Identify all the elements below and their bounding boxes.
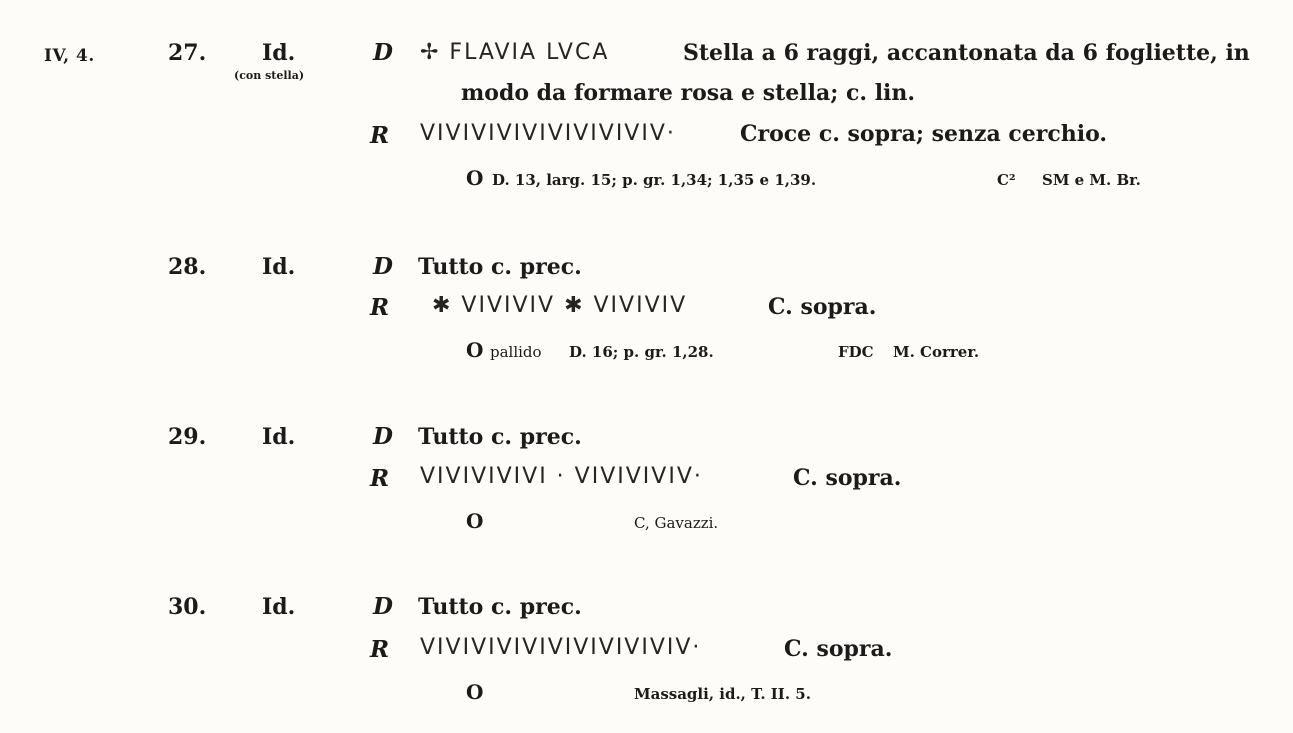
- obverse-description-continued: modo da formare rosa e stella; c. lin.: [461, 80, 916, 106]
- coin-details: D. 13, larg. 15; p. gr. 1,34; 1,35 e 1,39.: [492, 171, 817, 189]
- coin-details: D. 16; p. gr. 1,28.: [569, 343, 714, 361]
- obverse-symbol: D: [373, 593, 393, 620]
- entry-reference: Id.: [262, 424, 296, 450]
- rarity: FDC: [838, 343, 874, 361]
- entry-number: 27.: [168, 40, 207, 66]
- obverse-legend: ✢ FLAVIA LVCA: [420, 40, 610, 65]
- collections: M. Correr.: [893, 343, 980, 361]
- metal-mark: O: [466, 680, 484, 704]
- section-number: IV, 4.: [44, 46, 95, 66]
- entry-reference: Id.: [262, 254, 296, 280]
- metal-mark: O: [466, 338, 484, 362]
- reverse-symbol: R: [370, 636, 390, 663]
- entry-reference-note: (con stella): [234, 69, 305, 82]
- reverse-description: C. sopra.: [784, 636, 893, 662]
- reverse-symbol: R: [370, 294, 390, 321]
- reverse-description: C. sopra.: [768, 294, 877, 320]
- metal-mark: O: [466, 509, 484, 533]
- obverse-symbol: D: [373, 39, 393, 66]
- collections: SM e M. Br.: [1042, 171, 1141, 189]
- entry-number: 30.: [168, 594, 207, 620]
- reverse-description: Croce c. sopra; senza cerchio.: [740, 121, 1108, 147]
- obverse-description: Tutto c. prec.: [418, 594, 582, 620]
- reverse-legend: ✱ VIVIVIV ✱ VIVIVIV: [432, 293, 688, 318]
- reverse-symbol: R: [370, 465, 390, 492]
- reverse-symbol: R: [370, 122, 390, 149]
- collections: Massagli, id., T. II. 5.: [634, 685, 811, 703]
- rarity: C²: [997, 171, 1016, 189]
- reverse-legend: VIVIVIVIVI · VIVIVIVIV·: [420, 464, 703, 489]
- reverse-legend: VIVIVIVIVIVIVIVIVIVIV·: [420, 635, 702, 660]
- metal-mark: O: [466, 166, 484, 190]
- reverse-description: C. sopra.: [793, 465, 902, 491]
- entry-number: 28.: [168, 254, 207, 280]
- obverse-symbol: D: [373, 423, 393, 450]
- obverse-description: Tutto c. prec.: [418, 254, 582, 280]
- obverse-description: Tutto c. prec.: [418, 424, 582, 450]
- metal-note: pallido: [490, 343, 542, 361]
- obverse-symbol: D: [373, 253, 393, 280]
- entry-reference: Id.: [262, 40, 296, 66]
- entry-reference: Id.: [262, 594, 296, 620]
- reverse-legend: VIVIVIVIVIVIVIVIVIV·: [420, 121, 676, 146]
- entry-number: 29.: [168, 424, 207, 450]
- collections: C, Gavazzi.: [634, 514, 719, 532]
- obverse-description: Stella a 6 raggi, accantonata da 6 fogliette, in: [683, 40, 1250, 66]
